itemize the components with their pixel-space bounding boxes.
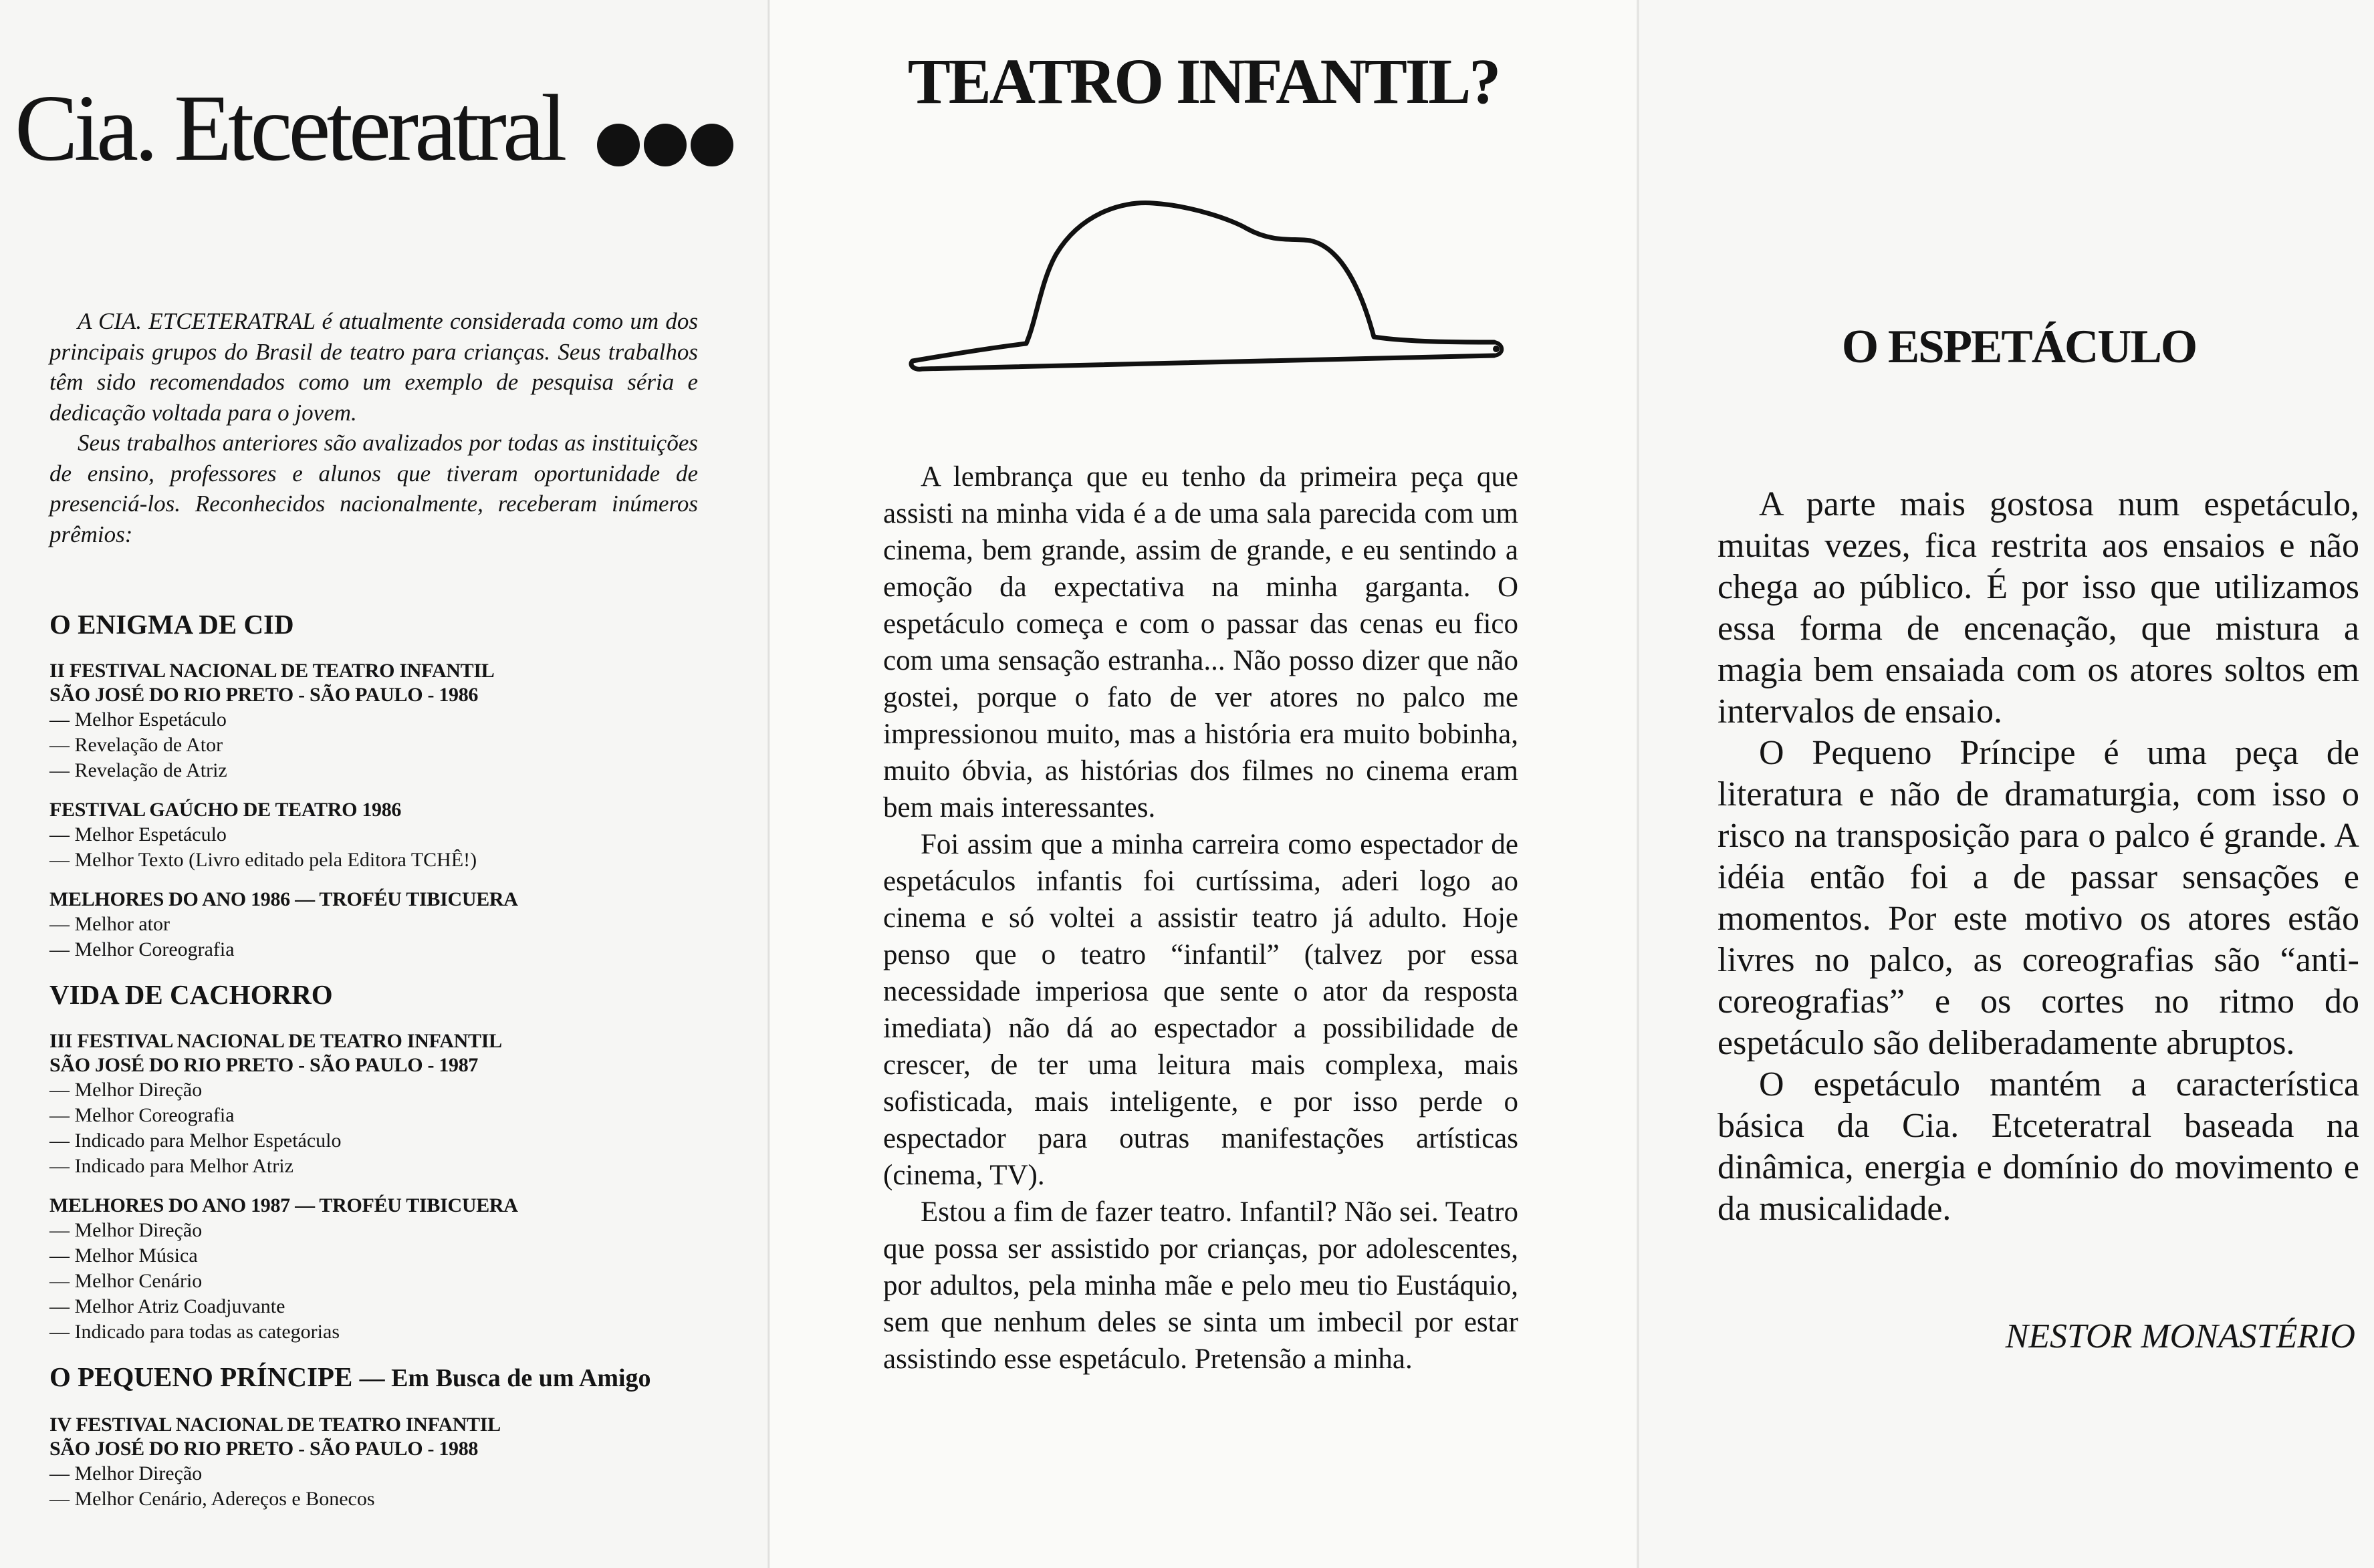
- show-title: [49, 1359, 745, 1396]
- section-body: [1717, 484, 2359, 1230]
- festival-name: II FESTIVAL NACIONAL DE TEATRO INFANTIL: [49, 660, 495, 682]
- festival-name: SÃO JOSÉ DO RIO PRETO - SÃO PAULO - 1987: [49, 1054, 479, 1076]
- company-intro: [49, 306, 698, 549]
- essay-paragraph: A lembrança que eu tenho da primeira peça que assisti na minha vida é a de uma sala parecida com um cinema, bem grande, assim de grande, e eu sentindo a emoção da expectativa na minha garganta. O espetáculo começa e com o passar das cenas eu fico com uma sensação estranha... Não posso dizer que não gostei, porque o fato de ver atores no palco me impressionou muito, mas a história era muito bobinha, muito óbvia, as histórias dos filmes no cinema eram bem mais interessantes.: [883, 461, 1518, 823]
- section-title: O ESPETÁCULO: [1841, 321, 2197, 373]
- award-item: — Revelação de Atriz: [49, 759, 227, 781]
- section-paragraph: A parte mais gostosa num espetáculo, muitas vezes, fica restrita aos ensaios e não chega ao público. É por isso que utilizamos essa forma de encenação, que mistura a magia bem ensaiada com os atores soltos em intervalos de ensaio.: [1717, 485, 2359, 731]
- essay-title: TEATRO INFANTIL?: [907, 45, 1500, 117]
- festival-name: MELHORES DO ANO 1987 — TROFÉU TIBICUERA: [49, 1194, 518, 1216]
- intro-paragraph: A CIA. ETCETERATRAL é atualmente considerada como um dos principais grupos do Brasil de teatro para crianças. Seus trabalhos têm sido recomendados como um exemplo de pesquisa séria e dedicação voltada para o jovem.: [49, 308, 698, 426]
- fold-line-left: [767, 0, 770, 1568]
- section-paragraph: O Pequeno Príncipe é uma peça de literatura e não de dramaturgia, com isso o risco na transposição para o palco é grande. A idéia então foi a de passar sensações e momentos. Por este motivo os atores estão livres no palco, as coreografias são “anti-coreografias” e os cortes no ritmo do espetáculo são deliberadamente abruptos.: [1717, 734, 2359, 1062]
- intro-paragraph: Seus trabalhos anteriores são avalizados por todas as instituições de ensino, professores e alunos que tiveram oportunidade de presenciá-los. Reconhecidos nacionalmente, receberam inúmeros prêmios:: [49, 430, 698, 547]
- show-name: O ENIGMA DE CID: [49, 609, 294, 640]
- show-title: [49, 977, 745, 1012]
- festival-name: MELHORES DO ANO 1986 — TROFÉU TIBICUERA: [49, 888, 518, 910]
- logo-dots-icon: [580, 124, 747, 170]
- award-item: — Melhor Texto (Livro editado pela Editora TCHÊ!): [49, 849, 477, 871]
- festival-block: [49, 888, 745, 962]
- show-name: VIDA DE CACHORRO: [49, 979, 333, 1010]
- essay-body: [883, 459, 1518, 1378]
- show-title: [49, 607, 745, 642]
- essay-paragraph: Foi assim que a minha carreira como espectador de espetáculos infantis foi curtíssima, aderi logo ao cinema e só voltei a assistir teatro já adulto. Hoje penso que o teatro “infantil” (talvez por essa necessidade imperiosa que sente o ator da resposta imediata) não dá ao espectador a possibilidade de crescer, de ter uma leitura mais complexa, mais sofisticada, mais inteligente, e por isso perde o espectador para outras manifestações artísticas (cinema, TV).: [883, 829, 1518, 1191]
- award-item: — Melhor Coreografia: [49, 938, 235, 960]
- festival-block: [49, 659, 745, 783]
- award-item: — Melhor Atriz Coadjuvante: [49, 1295, 285, 1317]
- award-item: — Melhor Cenário: [49, 1270, 203, 1292]
- award-item: — Melhor Cenário, Adereços e Bonecos: [49, 1488, 375, 1510]
- company-logo: [15, 75, 564, 180]
- company-name: Cia. Etceteratral: [15, 75, 564, 180]
- award-item: — Melhor Direção: [49, 1462, 203, 1484]
- award-item: — Indicado para Melhor Espetáculo: [49, 1130, 342, 1152]
- awards-list: [49, 607, 745, 1527]
- festival-name: FESTIVAL GAÚCHO DE TEATRO 1986: [49, 799, 402, 821]
- award-item: — Revelação de Ator: [49, 734, 223, 756]
- fold-line-right: [1637, 0, 1639, 1568]
- festival-name: SÃO JOSÉ DO RIO PRETO - SÃO PAULO - 1986: [49, 684, 479, 706]
- award-item: — Melhor Música: [49, 1245, 198, 1267]
- award-item: — Melhor Direção: [49, 1079, 203, 1101]
- festival-name: III FESTIVAL NACIONAL DE TEATRO INFANTIL: [49, 1030, 502, 1052]
- festival-name: IV FESTIVAL NACIONAL DE TEATRO INFANTIL: [49, 1414, 501, 1436]
- award-item: — Melhor ator: [49, 913, 170, 935]
- section-paragraph: O espetáculo mantém a característica básica da Cia. Etceteratral baseada na dinâmica, energia e domínio do movimento e da musicalidade.: [1717, 1065, 2359, 1228]
- award-item: — Melhor Espetáculo: [49, 823, 227, 845]
- show-subtitle: — Em Busca de um Amigo: [359, 1364, 651, 1392]
- award-item: — Melhor Coreografia: [49, 1104, 235, 1126]
- festival-block: [49, 1413, 745, 1512]
- award-item: — Melhor Espetáculo: [49, 708, 227, 731]
- festival-name: SÃO JOSÉ DO RIO PRETO - SÃO PAULO - 1988: [49, 1438, 479, 1460]
- festival-block: [49, 1029, 745, 1179]
- hat-boa-drawing-icon: [899, 187, 1514, 388]
- festival-block: [49, 798, 745, 873]
- show-name: O PEQUENO PRÍNCIPE: [49, 1361, 353, 1392]
- essay-paragraph: Estou a fim de fazer teatro. Infantil? Não sei. Teatro que possa ser assistido por crianças, por adolescentes, por adultos, pela minha mãe e pelo meu tio Eustáquio, sem que nenhum deles se sinta um imbecil por estar assistindo esse espetáculo. Pretensão a minha.: [883, 1196, 1518, 1375]
- festival-block: [49, 1194, 745, 1345]
- award-item: — Indicado para Melhor Atriz: [49, 1155, 293, 1177]
- award-item: — Melhor Direção: [49, 1219, 203, 1241]
- author-signature: NESTOR MONASTÉRIO: [2005, 1317, 2355, 1355]
- award-item: — Indicado para todas as categorias: [49, 1321, 340, 1343]
